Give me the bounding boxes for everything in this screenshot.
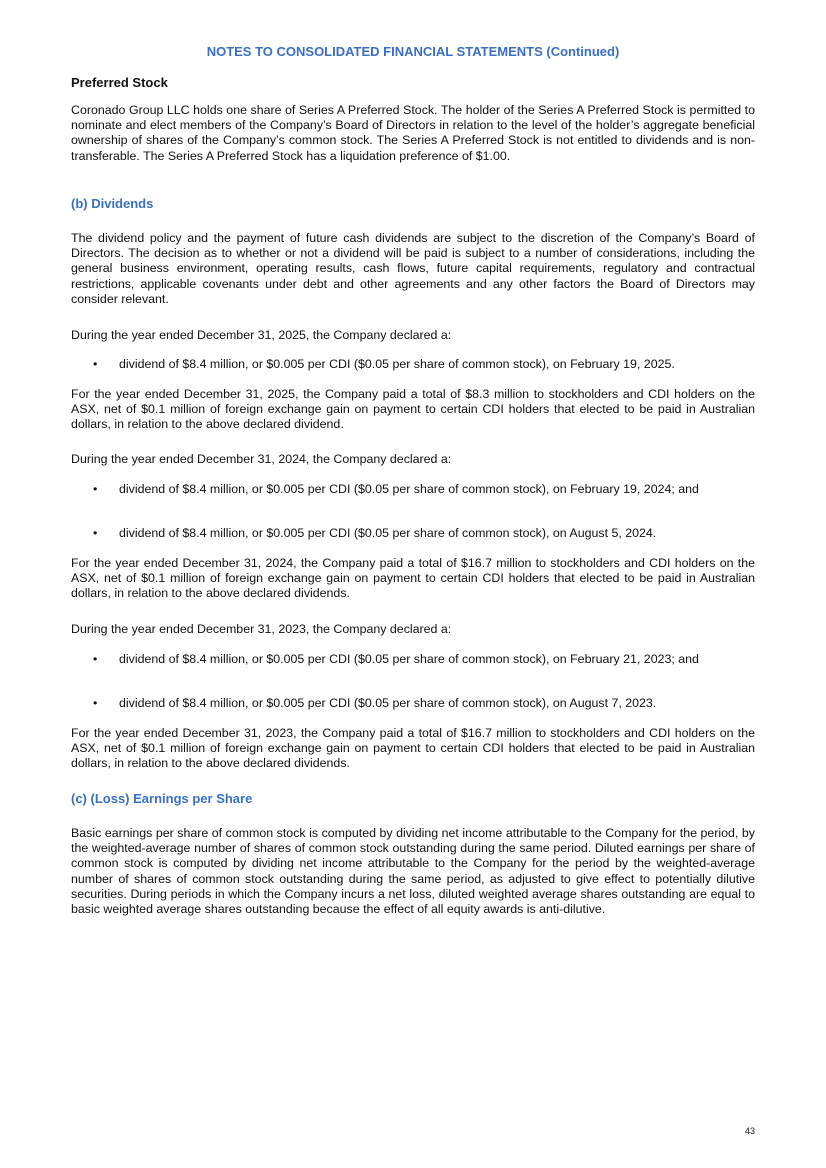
page-number: 43 <box>744 1126 755 1136</box>
dividends-2023-lead: During the year ended December 31, 2023, the Company declared a: <box>71 622 452 636</box>
page-header: NOTES TO CONSOLIDATED FINANCIAL STATEMENTS (Continued) <box>206 44 620 59</box>
bullet-marker: • <box>93 652 98 666</box>
bullet-text: dividend of $8.4 million, or $0.005 per CDI ($0.05 per share of common stock), on February 21, 2023; and <box>119 652 699 666</box>
bullet-marker: • <box>93 482 98 496</box>
bullet-marker: • <box>93 357 98 371</box>
dividends-2023-paid: For the year ended December 31, 2023, the Company paid a total of $16.7 million to stockholders and CDI holders on the ASX, net of $0.1 million of foreign exchange gain on payment to certain CDI holders that elected to be paid in Australian dollars, in relation to the above declared dividends. <box>71 726 755 771</box>
bullet-text: dividend of $8.4 million, or $0.005 per CDI ($0.05 per share of common stock), on August 7, 2023. <box>119 696 657 710</box>
dividends-2025-lead: During the year ended December 31, 2025, the Company declared a: <box>71 328 452 342</box>
dividends-2025-paid: For the year ended December 31, 2025, the Company paid a total of $8.3 million to stockholders and CDI holders on the ASX, net of $0.1 million of foreign exchange gain on payment to certain CDI holders that elected to be paid in Australian dollars, in relation to the above declared dividend. <box>71 387 755 432</box>
bullet-text: dividend of $8.4 million, or $0.005 per CDI ($0.05 per share of common stock), on February 19, 2025. <box>119 357 675 371</box>
dividends-heading: (b) Dividends <box>71 196 154 211</box>
preferred-stock-heading: Preferred Stock <box>71 75 168 90</box>
dividend-policy-paragraph: The dividend policy and the payment of future cash dividends are subject to the discretion of the Company’s Board of Directors. The decision as to whether or not a dividend will be paid is subject to a number of considerations, including the general business environment, operating results, cash flows, future capital requirements, regulatory and contractual restrictions, applicable covenants under debt and other agreements and any other factors the Board of Directors may consider relevant. <box>71 231 755 306</box>
dividends-2024-paid: For the year ended December 31, 2024, the Company paid a total of $16.7 million to stockholders and CDI holders on the ASX, net of $0.1 million of foreign exchange gain on payment to certain CDI holders that elected to be paid in Australian dollars, in relation to the above declared dividends. <box>71 556 755 601</box>
eps-paragraph: Basic earnings per share of common stock is computed by dividing net income attributable to the Company for the period, by the weighted-average number of shares of common stock outstanding during the same period. Diluted earnings per share of common stock is computed by dividing net income attributable to the Company for the period by the weighted-average number of shares of common stock outstanding during the same period, as adjusted to give effect to potentially dilutive securities. During periods in which the Company incurs a net loss, diluted weighted average shares outstanding are equal to basic weighted average shares outstanding because the effect of all equity awards is anti-dilutive. <box>71 826 755 917</box>
bullet-marker: • <box>93 696 98 710</box>
preferred-stock-paragraph: Coronado Group LLC holds one share of Series A Preferred Stock. The holder of the Series A Preferred Stock is permitted to nominate and elect members of the Company’s Board of Directors in relation to the level of the holder’s aggregate beneficial ownership of shares of the Company’s common stock. The Series A Preferred Stock is not entitled to dividends and is non-transferable. The Series A Preferred Stock has a liquidation preference of $1.00. <box>71 103 755 163</box>
bullet-text: dividend of $8.4 million, or $0.005 per CDI ($0.05 per share of common stock), on February 19, 2024; and <box>119 482 699 496</box>
dividends-2024-lead: During the year ended December 31, 2024, the Company declared a: <box>71 452 452 466</box>
bullet-text: dividend of $8.4 million, or $0.005 per CDI ($0.05 per share of common stock), on August 5, 2024. <box>119 526 657 540</box>
eps-heading: (c) (Loss) Earnings per Share <box>71 791 253 806</box>
bullet-marker: • <box>93 526 98 540</box>
